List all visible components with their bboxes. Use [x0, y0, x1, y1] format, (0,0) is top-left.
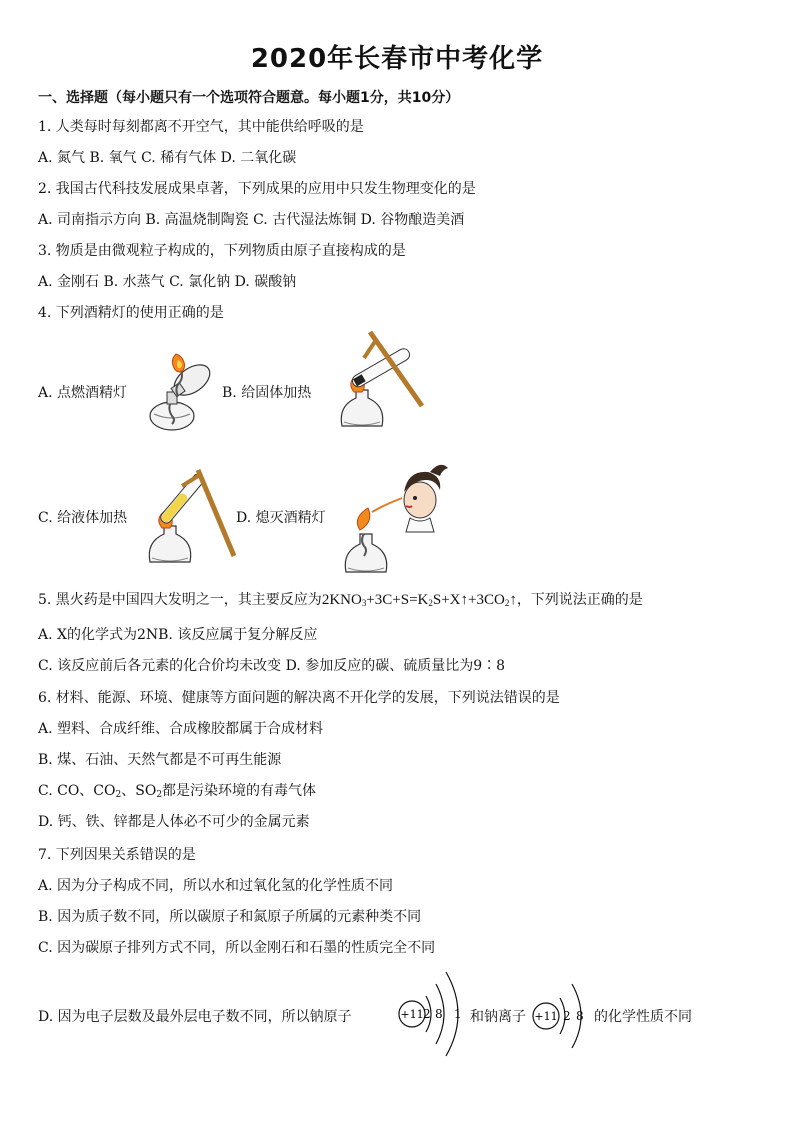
question-6-option-d: D. 钙、铁、锌都是人体必不可少的金属元素 — [38, 814, 310, 830]
question-5-stem: 5. 黑火药是中国四大发明之一，其主要反应为$2KNO_3+3C+S=K_2S+X↑+3CO_2↑$，下列说法正确的是 — [38, 592, 643, 608]
sodium-ion-diagram — [530, 976, 592, 1056]
question-4-option-c: C. 给液体加热 — [38, 510, 128, 526]
question-5-options-cd: C. 该反应前后各元素的化合价均未改变 D. 参加反应的碳、硫质量比为9∶8 — [38, 658, 506, 674]
question-6-option-c: C. CO、$CO_2$、$SO_2$都是污染环境的有毒气体 — [38, 783, 317, 800]
reaction-equation: $2KNO_3+3C+S=K_2S+X↑+3CO_2↑$ — [321, 592, 517, 608]
question-6-stem: 6. 材料、能源、环境、健康等方面问题的解决离不开化学的发展，下列说法错误的是 — [38, 690, 560, 706]
liquid-heating-figure — [140, 462, 240, 574]
nucleus-charge: +11 — [400, 1008, 424, 1021]
shell-3-electrons: 1 — [454, 1007, 462, 1021]
question-7-option-d-suffix: 的化学性质不同 — [594, 1009, 692, 1025]
shell-2-electrons: 8 — [576, 1009, 584, 1023]
question-7-stem: 7. 下列因果关系错误的是 — [38, 847, 196, 863]
shell-2-electrons: 8 — [435, 1007, 443, 1021]
question-7-option-b: B. 因为质子数不同，所以碳原子和氮原子所属的元素种类不同 — [38, 909, 422, 925]
question-1-options: A. 氮气 B. 氧气 C. 稀有气体 D. 二氧化碳 — [38, 150, 297, 166]
sodium-atom-diagram — [396, 966, 468, 1062]
question-1-stem: 1. 人类每时每刻都离不开空气，其中能供给呼吸的是 — [38, 119, 364, 135]
shell-1-electrons: 2 — [563, 1009, 571, 1023]
question-7-option-a: A. 因为分子构成不同，所以水和过氧化氢的化学性质不同 — [38, 878, 394, 894]
question-6-option-b: B. 煤、石油、天然气都是不可再生能源 — [38, 752, 282, 768]
question-4-stem: 4. 下列酒精灯的使用正确的是 — [38, 305, 224, 321]
shell-1-electrons: 2 — [423, 1007, 431, 1021]
question-3-stem: 3. 物质是由微观粒子构成的，下列物质由原子直接构成的是 — [38, 243, 406, 259]
section-heading: 一、选择题（每小题只有一个选项符合题意。每小题1分，共10分） — [38, 90, 460, 106]
lamp-blowing-figure — [340, 458, 450, 576]
question-2-options: A. 司南指示方向 B. 高温烧制陶瓷 C. 古代湿法炼铜 D. 谷物酿造美酒 — [38, 212, 465, 228]
question-7-option-c: C. 因为碳原子排列方式不同，所以金刚石和石墨的性质完全不同 — [38, 940, 436, 956]
solid-heating-figure — [330, 326, 430, 438]
question-4-option-a: A. 点燃酒精灯 — [38, 385, 128, 401]
question-3-options: A. 金刚石 B. 水蒸气 C. 氯化钠 D. 碳酸钠 — [38, 274, 297, 290]
page-title: 2020年长春市中考化学 — [250, 44, 544, 74]
question-7-option-d-prefix: D. 因为电子层数及最外层电子数不同，所以钠原子 — [38, 1009, 352, 1025]
nucleus-charge: +11 — [534, 1010, 558, 1023]
question-7-option-d-middle: 和钠离子 — [470, 1009, 526, 1025]
question-5-options-ab: A. X的化学式为2NB. 该反应属于复分解反应 — [38, 627, 318, 643]
lamp-lighting-figure — [140, 342, 220, 434]
question-2-stem: 2. 我国古代科技发展成果卓著，下列成果的应用中只发生物理变化的是 — [38, 181, 476, 197]
question-4-option-d: D. 熄灭酒精灯 — [236, 510, 326, 526]
question-4-option-b: B. 给固体加热 — [222, 385, 312, 401]
question-6-option-a: A. 塑料、合成纤维、合成橡胶都属于合成材料 — [38, 721, 324, 737]
